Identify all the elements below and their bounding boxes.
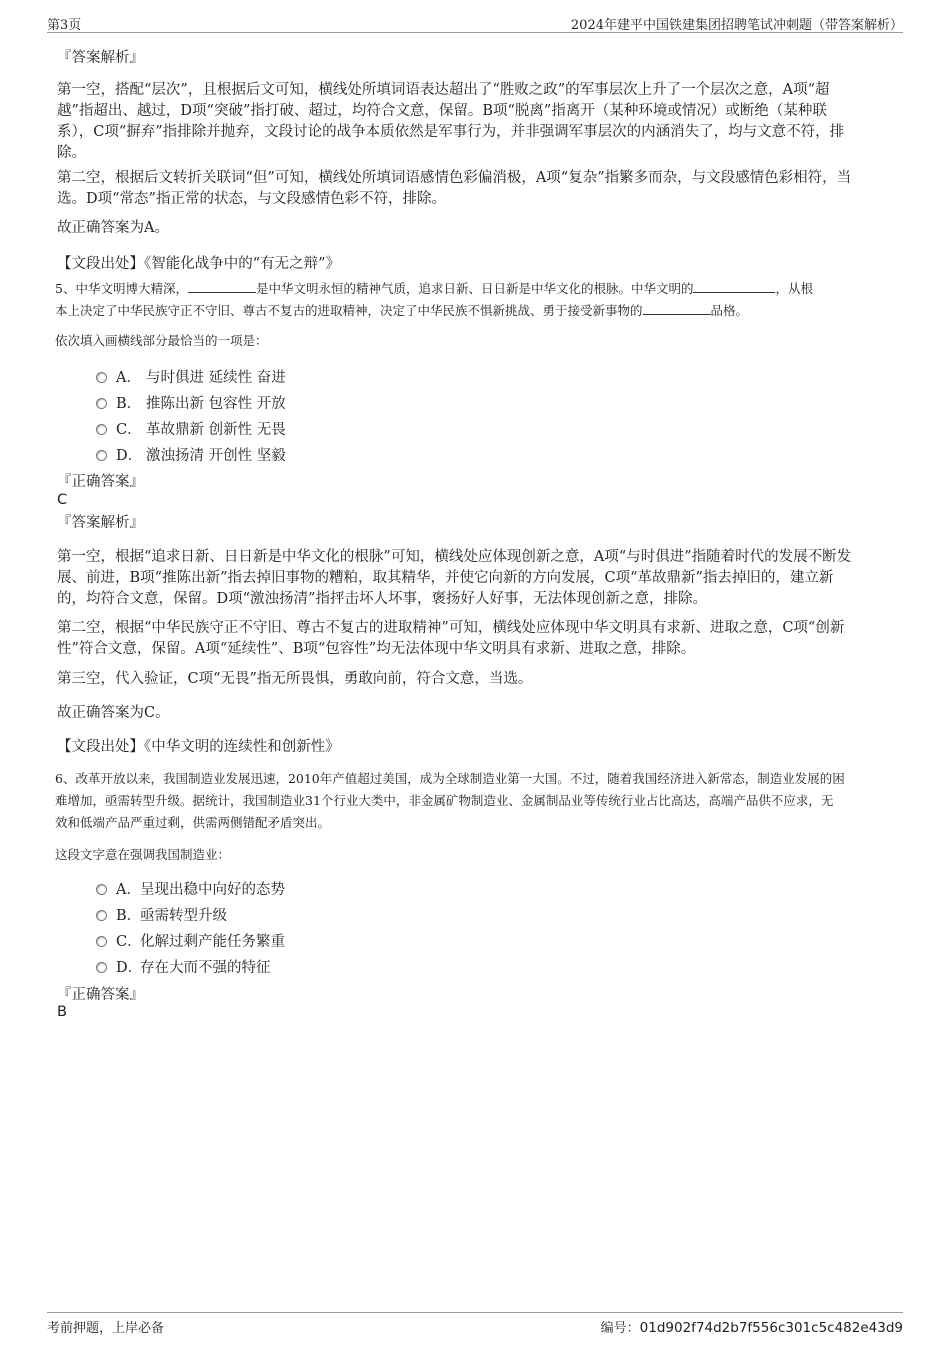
q5-option-b[interactable]: B． 推陈出新 包容性 开放 bbox=[96, 394, 286, 414]
footer-code-label: 编号： bbox=[600, 1321, 640, 1336]
q5-analysis-para1 bbox=[57, 547, 893, 610]
radio-icon[interactable] bbox=[96, 450, 107, 461]
q6-prompt: 这段文字意在强调我国制造业： bbox=[55, 847, 231, 862]
document-title: 2024年建平中国铁建集团招聘笔试冲刺题（带答案解析） bbox=[570, 18, 903, 33]
fill-blank bbox=[643, 301, 711, 315]
q6-answer: B bbox=[57, 1004, 67, 1020]
radio-icon[interactable] bbox=[96, 398, 107, 409]
q4-conclusion: 故正确答案为A。 bbox=[57, 220, 169, 236]
page-header bbox=[47, 14, 903, 33]
footer-slogan: 考前押题，上岸必备 bbox=[47, 1321, 165, 1336]
q6-option-b[interactable]: B．亟需转型升级 bbox=[96, 906, 227, 926]
text-line: 效和低端产品严重过剩，供需两侧错配矛盾突出。 bbox=[55, 815, 331, 830]
fill-blank bbox=[693, 279, 775, 293]
text-line: 第一空，搭配“层次”，且根据后文可知，横线处所填词语表达超出了“胜败之政”的军事层次上升了一个层次之意，A项“超 bbox=[57, 82, 830, 98]
text-line: 第一空，根据“追求日新、日日新是中华文化的根脉”可知，横线处应体现创新之意，A项“与时俱进”指随着时代的发展不断发 bbox=[57, 549, 852, 565]
q5-source: 【文段出处】《中华文明的连续性和创新性》 bbox=[57, 739, 340, 755]
text-line: 第二空，根据“中华民族守正不守旧、尊古不复古的进取精神”可知，横线处应体现中华文明具有求新、进取之意，C项“创新 bbox=[57, 620, 845, 636]
q4-analysis-label: 『答案解析』 bbox=[57, 50, 144, 66]
q5-answer: C bbox=[57, 492, 68, 508]
q5-analysis-para3: 第三空，代入验证，C项“无畏”指无所畏惧，勇敢向前，符合文意，当选。 bbox=[57, 671, 533, 687]
text-line: 展、前进，B项“推陈出新”指去掉旧事物的糟粕，取其精华，并使它向新的方向发展，C项“革故鼎新”指去掉旧的，建立新 bbox=[57, 570, 834, 586]
q5-analysis-label: 『答案解析』 bbox=[57, 515, 144, 531]
radio-icon[interactable] bbox=[96, 372, 107, 383]
q6-stem bbox=[55, 768, 895, 834]
q4-source: 【文段出处】《智能化战争中的“有无之辩”》 bbox=[57, 256, 341, 272]
text-line: 本上决定了中华民族守正不守旧、尊古不复古的进取精神，决定了中华民族不惧新挑战、勇于接受新事物的 品格。 bbox=[55, 303, 749, 318]
q5-option-c[interactable]: C． 革故鼎新 创新性 无畏 bbox=[96, 420, 286, 440]
q6-option-a[interactable]: A．呈现出稳中向好的态势 bbox=[96, 880, 285, 900]
text-line: 越”指超出、越过，D项“突破”指打破、超过，均符合文意，保留。B项“脱离”指离开（某种环境或情况）或断绝（某种联 bbox=[57, 103, 827, 119]
q6-option-c[interactable]: C．化解过剩产能任务繁重 bbox=[96, 932, 285, 952]
text-line: 除。 bbox=[57, 145, 86, 161]
q5-option-a[interactable]: A． 与时俱进 延续性 奋进 bbox=[96, 368, 286, 388]
text-line: 6、改革开放以来，我国制造业发展迅速，2010年产值超过美国，成为全球制造业第一大国。不过，随着我国经济进入新常态，制造业发展的困 bbox=[55, 771, 845, 786]
text-line: 的，均符合文意，保留。D项“激浊扬清”指抨击坏人坏事，褒扬好人好事，无法体现创新之意，排除。 bbox=[57, 591, 707, 607]
text-line: 性”符合文意，保留。A项“延续性”、B项“包容性”均无法体现中华文明具有求新、进取之意，排除。 bbox=[57, 641, 696, 657]
radio-icon[interactable] bbox=[96, 910, 107, 921]
radio-icon[interactable] bbox=[96, 936, 107, 947]
q5-stem bbox=[55, 278, 895, 322]
q6-option-d[interactable]: D．存在大而不强的特征 bbox=[96, 958, 271, 978]
fill-blank bbox=[188, 279, 256, 293]
footer-code-block bbox=[601, 1317, 903, 1336]
radio-icon[interactable] bbox=[96, 424, 107, 435]
q5-prompt: 依次填入画横线部分最恰当的一项是： bbox=[55, 333, 268, 348]
q5-option-d[interactable]: D． 激浊扬清 开创性 坚毅 bbox=[96, 446, 286, 466]
footer-code: 01d902f74d2b7f556c301c5c482e43d9 bbox=[639, 1320, 903, 1336]
q5-conclusion: 故正确答案为C。 bbox=[57, 705, 170, 721]
q5-answer-label: 『正确答案』 bbox=[57, 474, 144, 490]
q6-answer-label: 『正确答案』 bbox=[57, 987, 144, 1003]
q4-analysis-para1 bbox=[57, 80, 893, 164]
text-line: 难增加，亟需转型升级。据统计，我国制造业31个行业大类中，非金属矿物制造业、金属制品业等传统行业占比高达，高端产品供不应求，无 bbox=[55, 793, 834, 808]
text-line: 系），C项“摒弃”指排除并抛弃，文段讨论的战争本质依然是军事行为，并非强调军事层次的内涵消失了，均与文意不符，排 bbox=[57, 124, 845, 140]
text-line: 5、中华文明博大精深， 是中华文明永恒的精神气质，追求日新、日日新是中华文化的根脉。中华文明的 ，从根 bbox=[55, 281, 813, 296]
q5-analysis-para2 bbox=[57, 618, 893, 660]
text-line: 第二空，根据后文转折关联词“但”可知，横线处所填词语感情色彩偏消极，A项“复杂”指繁多而杂，与文段感情色彩相符，当 bbox=[57, 170, 852, 186]
radio-icon[interactable] bbox=[96, 884, 107, 895]
text-line: 选。D项“常态”指正常的状态，与文段感情色彩不符，排除。 bbox=[57, 191, 446, 207]
q4-analysis-para2 bbox=[57, 168, 893, 210]
page-number: 第3页 bbox=[47, 18, 82, 33]
radio-icon[interactable] bbox=[96, 962, 107, 973]
page-footer bbox=[47, 1312, 903, 1335]
